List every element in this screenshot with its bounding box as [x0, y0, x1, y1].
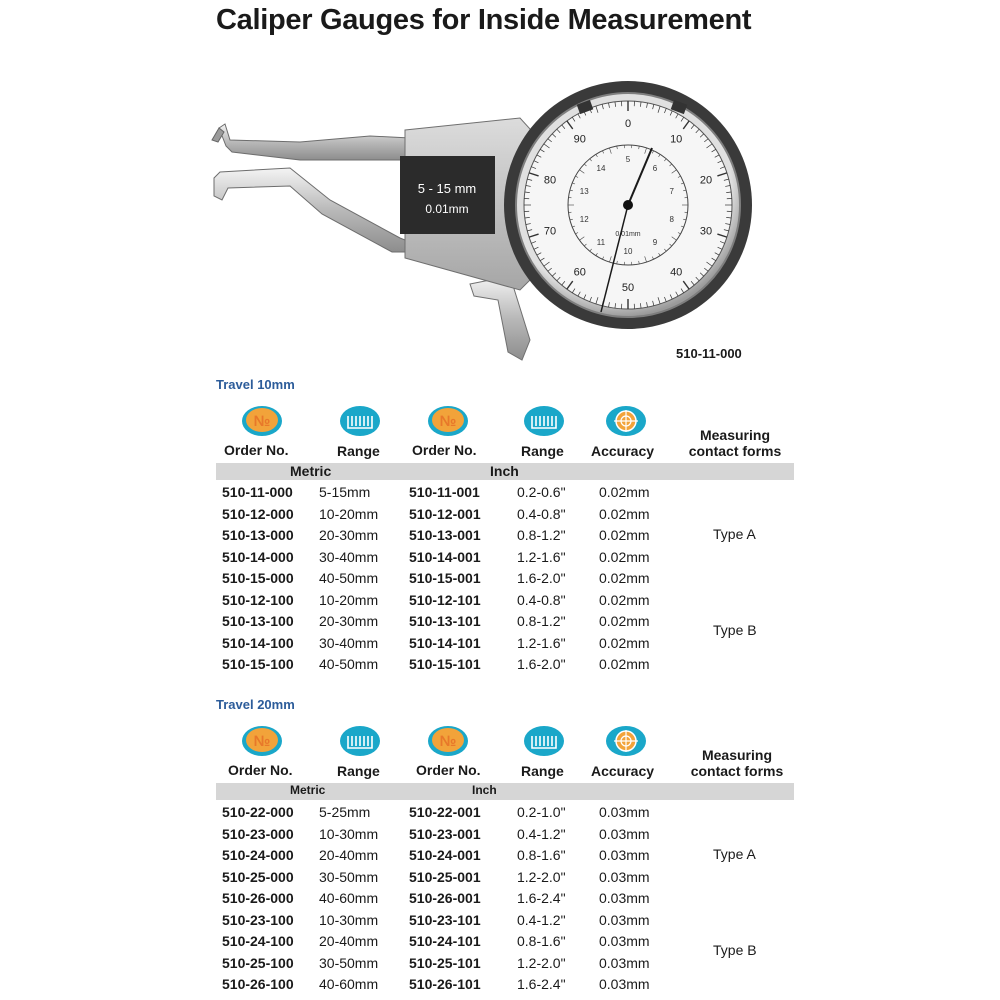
- dial-inner-number: 10: [623, 247, 633, 256]
- type-a-label: Type A: [713, 526, 756, 542]
- order-no-inch-cell: 510-25-101: [409, 954, 481, 971]
- dial-outer-number: 70: [543, 225, 557, 238]
- svg-text:№: №: [253, 413, 271, 430]
- col-range-inch: Range: [521, 443, 564, 459]
- accuracy-cell: 0.03mm: [599, 976, 650, 992]
- order-no-metric-cell: 510-14-100: [222, 634, 294, 651]
- unit-band: [216, 783, 794, 800]
- order-no-metric-cell: 510-11-000: [222, 484, 293, 500]
- range-inch-cell: 0.4-0.8": [517, 505, 566, 522]
- dial-hub: [623, 200, 633, 210]
- order-no-inch-cell: 510-24-101: [409, 933, 481, 949]
- accuracy-cell: 0.03mm: [599, 868, 650, 885]
- dial-inner-number: 13: [579, 186, 589, 196]
- travel-20mm-table: [216, 724, 796, 1000]
- range-metric-cell: 40-50mm: [319, 570, 379, 586]
- accuracy-cell: 0.03mm: [599, 847, 650, 863]
- accuracy-cell: 0.03mm: [599, 933, 650, 949]
- range-inch-cell: 1.6-2.0": [517, 656, 566, 672]
- inch-label: Inch: [490, 463, 519, 479]
- order-no-metric-cell: 510-24-000: [222, 847, 294, 863]
- range-inch-cell: 1.2-2.0": [517, 954, 566, 971]
- dial-outer-number: 40: [670, 266, 683, 279]
- table-row: [216, 548, 796, 570]
- range-metric-cell: 20-30mm: [319, 613, 379, 629]
- range-metric-cell: 20-40mm: [319, 847, 379, 863]
- svg-text:№: №: [253, 733, 271, 750]
- order-no-inch-cell: 510-14-001: [409, 548, 481, 565]
- travel-10mm-heading: Travel 10mm: [216, 377, 295, 392]
- order-no-inch-cell: 510-23-101: [409, 911, 481, 928]
- svg-text:№: №: [439, 413, 457, 430]
- model-number-caption: 510-11-000: [676, 346, 742, 361]
- dial-inner-number: 14: [596, 163, 606, 173]
- col-order-no-metric: Order No.: [224, 442, 289, 458]
- range-metric-cell: 30-40mm: [319, 548, 379, 565]
- accuracy-cell: 0.03mm: [599, 825, 650, 842]
- dial-outer-number: 30: [699, 225, 713, 238]
- table-row: [216, 569, 796, 591]
- order-no-metric-cell: 510-15-000: [222, 570, 294, 586]
- col-order-no-metric: Order No.: [228, 762, 293, 778]
- order-no-inch-cell: 510-26-101: [409, 976, 481, 992]
- crosshair-target-icon: [604, 724, 648, 758]
- dial-inner-number: 5: [625, 155, 631, 164]
- dial-inner-number: 11: [596, 238, 606, 248]
- caliper-gauge-illustration: [0, 0, 1000, 370]
- order-no-metric-cell: 510-25-100: [222, 954, 294, 971]
- comb-ruler-icon: [522, 404, 566, 438]
- table-row: [216, 932, 796, 954]
- dial-unit-label: 0.01mm: [615, 231, 641, 238]
- table-row: [216, 846, 796, 868]
- order-no-inch-cell: 510-13-001: [409, 527, 481, 543]
- order-no-metric-cell: 510-26-000: [222, 890, 294, 906]
- col-order-no-inch: Order No.: [416, 762, 481, 778]
- numero-badge-icon: [426, 404, 470, 438]
- range-inch-cell: 0.8-1.6": [517, 933, 566, 949]
- order-no-inch-cell: 510-13-101: [409, 613, 481, 629]
- range-metric-cell: 10-30mm: [319, 825, 379, 842]
- range-metric-cell: 40-60mm: [319, 976, 379, 992]
- order-no-metric-cell: 510-12-100: [222, 591, 294, 608]
- order-no-inch-cell: 510-24-001: [409, 847, 481, 863]
- metric-label: Metric: [290, 783, 326, 797]
- order-no-metric-cell: 510-23-100: [222, 911, 294, 928]
- type-b-label: Type B: [713, 942, 757, 958]
- table-row: [216, 889, 796, 911]
- table-row: [216, 954, 796, 976]
- range-metric-cell: 30-50mm: [319, 954, 379, 971]
- range-metric-cell: 5-25mm: [319, 804, 371, 820]
- col-measuring-contact-forms: Measuring contact forms: [688, 427, 782, 459]
- col-order-no-inch: Order No.: [412, 442, 477, 458]
- accuracy-cell: 0.02mm: [599, 591, 650, 608]
- order-no-metric-cell: 510-12-000: [222, 505, 294, 522]
- range-inch-cell: 0.2-0.6": [517, 484, 566, 500]
- table-row: [216, 825, 796, 847]
- page-title: Caliper Gauges for Inside Measurement: [216, 4, 752, 36]
- inch-label: Inch: [472, 783, 497, 797]
- svg-text:№: №: [439, 733, 457, 750]
- order-no-metric-cell: 510-22-000: [222, 804, 294, 820]
- range-inch-cell: 0.4-1.2": [517, 825, 566, 842]
- order-no-inch-cell: 510-15-001: [409, 570, 481, 586]
- numero-badge-icon: [426, 724, 470, 758]
- order-no-inch-cell: 510-26-001: [409, 890, 481, 906]
- table-row: [216, 634, 796, 656]
- col-accuracy: Accuracy: [591, 443, 655, 459]
- type-a-label: Type A: [713, 846, 756, 862]
- comb-ruler-icon: [338, 404, 382, 438]
- travel-20mm-heading: Travel 20mm: [216, 697, 295, 712]
- range-inch-cell: 0.8-1.2": [517, 613, 566, 629]
- table-row: [216, 655, 796, 677]
- range-inch-cell: 1.6-2.4": [517, 976, 566, 992]
- range-metric-cell: 10-20mm: [319, 505, 379, 522]
- metric-label: Metric: [290, 463, 332, 479]
- range-metric-cell: 5-15mm: [319, 484, 371, 500]
- accuracy-cell: 0.03mm: [599, 890, 650, 906]
- body-range-label: 5 - 15 mm: [417, 181, 477, 196]
- range-metric-cell: 30-50mm: [319, 868, 379, 885]
- order-no-inch-cell: 510-11-001: [409, 484, 480, 500]
- range-metric-cell: 40-50mm: [319, 656, 379, 672]
- dial-inner-number: 9: [652, 238, 658, 248]
- col-accuracy: Accuracy: [591, 763, 655, 779]
- order-no-metric-cell: 510-14-000: [222, 548, 294, 565]
- range-inch-cell: 1.2-1.6": [517, 548, 566, 565]
- table-row: [216, 868, 796, 890]
- accuracy-cell: 0.02mm: [599, 505, 650, 522]
- order-no-metric-cell: 510-24-100: [222, 933, 294, 949]
- type-b-label: Type B: [713, 622, 757, 638]
- range-inch-cell: 0.2-1.0": [517, 804, 566, 820]
- range-inch-cell: 0.4-1.2": [517, 911, 566, 928]
- range-metric-cell: 30-40mm: [319, 634, 379, 651]
- col-range-metric: Range: [337, 443, 380, 459]
- col-range-inch: Range: [521, 763, 564, 779]
- table-row: [216, 591, 796, 613]
- order-no-inch-cell: 510-23-001: [409, 825, 481, 842]
- table-row: [216, 911, 796, 933]
- accuracy-cell: 0.02mm: [599, 634, 650, 651]
- range-inch-cell: 0.8-1.6": [517, 847, 566, 863]
- accuracy-cell: 0.03mm: [599, 954, 650, 971]
- table-row: [216, 483, 796, 505]
- col-range-metric: Range: [337, 763, 380, 779]
- table-row: [216, 526, 796, 548]
- range-inch-cell: 1.6-2.0": [517, 570, 566, 586]
- range-metric-cell: 20-30mm: [319, 527, 379, 543]
- dial-outer-number: 50: [621, 282, 635, 294]
- table-row: [216, 505, 796, 527]
- range-inch-cell: 0.8-1.2": [517, 527, 566, 543]
- order-no-inch-cell: 510-22-001: [409, 804, 481, 820]
- comb-ruler-icon: [338, 724, 382, 758]
- upper-jaw-arm: [212, 124, 410, 160]
- order-no-metric-cell: 510-15-100: [222, 656, 294, 672]
- table-row: [216, 612, 796, 634]
- dial-inner-number: 7: [669, 186, 674, 196]
- order-no-inch-cell: 510-14-101: [409, 634, 481, 651]
- dial-outer-number: 0: [624, 118, 632, 130]
- dial-outer-number: 20: [699, 174, 713, 187]
- accuracy-cell: 0.02mm: [599, 527, 650, 543]
- unit-band: [216, 463, 794, 480]
- range-metric-cell: 20-40mm: [319, 933, 379, 949]
- body-resolution-label: 0.01mm: [425, 202, 469, 216]
- range-inch-cell: 0.4-0.8": [517, 591, 566, 608]
- dial-outer-number: 90: [573, 133, 586, 146]
- accuracy-cell: 0.02mm: [599, 656, 650, 672]
- range-metric-cell: 40-60mm: [319, 890, 379, 906]
- crosshair-target-icon: [604, 404, 648, 438]
- order-no-metric-cell: 510-26-100: [222, 976, 294, 992]
- dial-inner-number: 8: [669, 215, 674, 225]
- dial-outer-number: 10: [670, 133, 683, 146]
- col-measuring-contact-forms: Measuring contact forms: [690, 747, 784, 779]
- dial-inner-number: 6: [652, 163, 658, 173]
- table-row: [216, 975, 796, 997]
- accuracy-cell: 0.03mm: [599, 911, 650, 928]
- accuracy-cell: 0.02mm: [599, 484, 650, 500]
- range-inch-cell: 1.2-1.6": [517, 634, 566, 651]
- order-no-metric-cell: 510-25-000: [222, 868, 294, 885]
- dial-outer-number: 60: [573, 266, 586, 279]
- range-metric-cell: 10-30mm: [319, 911, 379, 928]
- order-no-metric-cell: 510-13-000: [222, 527, 294, 543]
- range-inch-cell: 1.2-2.0": [517, 868, 566, 885]
- order-no-metric-cell: 510-23-000: [222, 825, 294, 842]
- accuracy-cell: 0.02mm: [599, 548, 650, 565]
- accuracy-cell: 0.02mm: [599, 570, 650, 586]
- order-no-inch-cell: 510-12-101: [409, 591, 481, 608]
- accuracy-cell: 0.02mm: [599, 613, 650, 629]
- range-metric-cell: 10-20mm: [319, 591, 379, 608]
- numero-badge-icon: [240, 724, 284, 758]
- travel-10mm-table: [216, 404, 796, 679]
- order-no-inch-cell: 510-15-101: [409, 656, 481, 672]
- range-inch-cell: 1.6-2.4": [517, 890, 566, 906]
- order-no-inch-cell: 510-25-001: [409, 868, 481, 885]
- numero-badge-icon: [240, 404, 284, 438]
- order-no-inch-cell: 510-12-001: [409, 505, 481, 522]
- lower-jaw-arm: [214, 168, 410, 252]
- dial-inner-number: 12: [579, 215, 589, 225]
- dial-outer-number: 80: [543, 174, 557, 187]
- order-no-metric-cell: 510-13-100: [222, 613, 294, 629]
- accuracy-cell: 0.03mm: [599, 804, 650, 820]
- comb-ruler-icon: [522, 724, 566, 758]
- table-row: [216, 803, 796, 825]
